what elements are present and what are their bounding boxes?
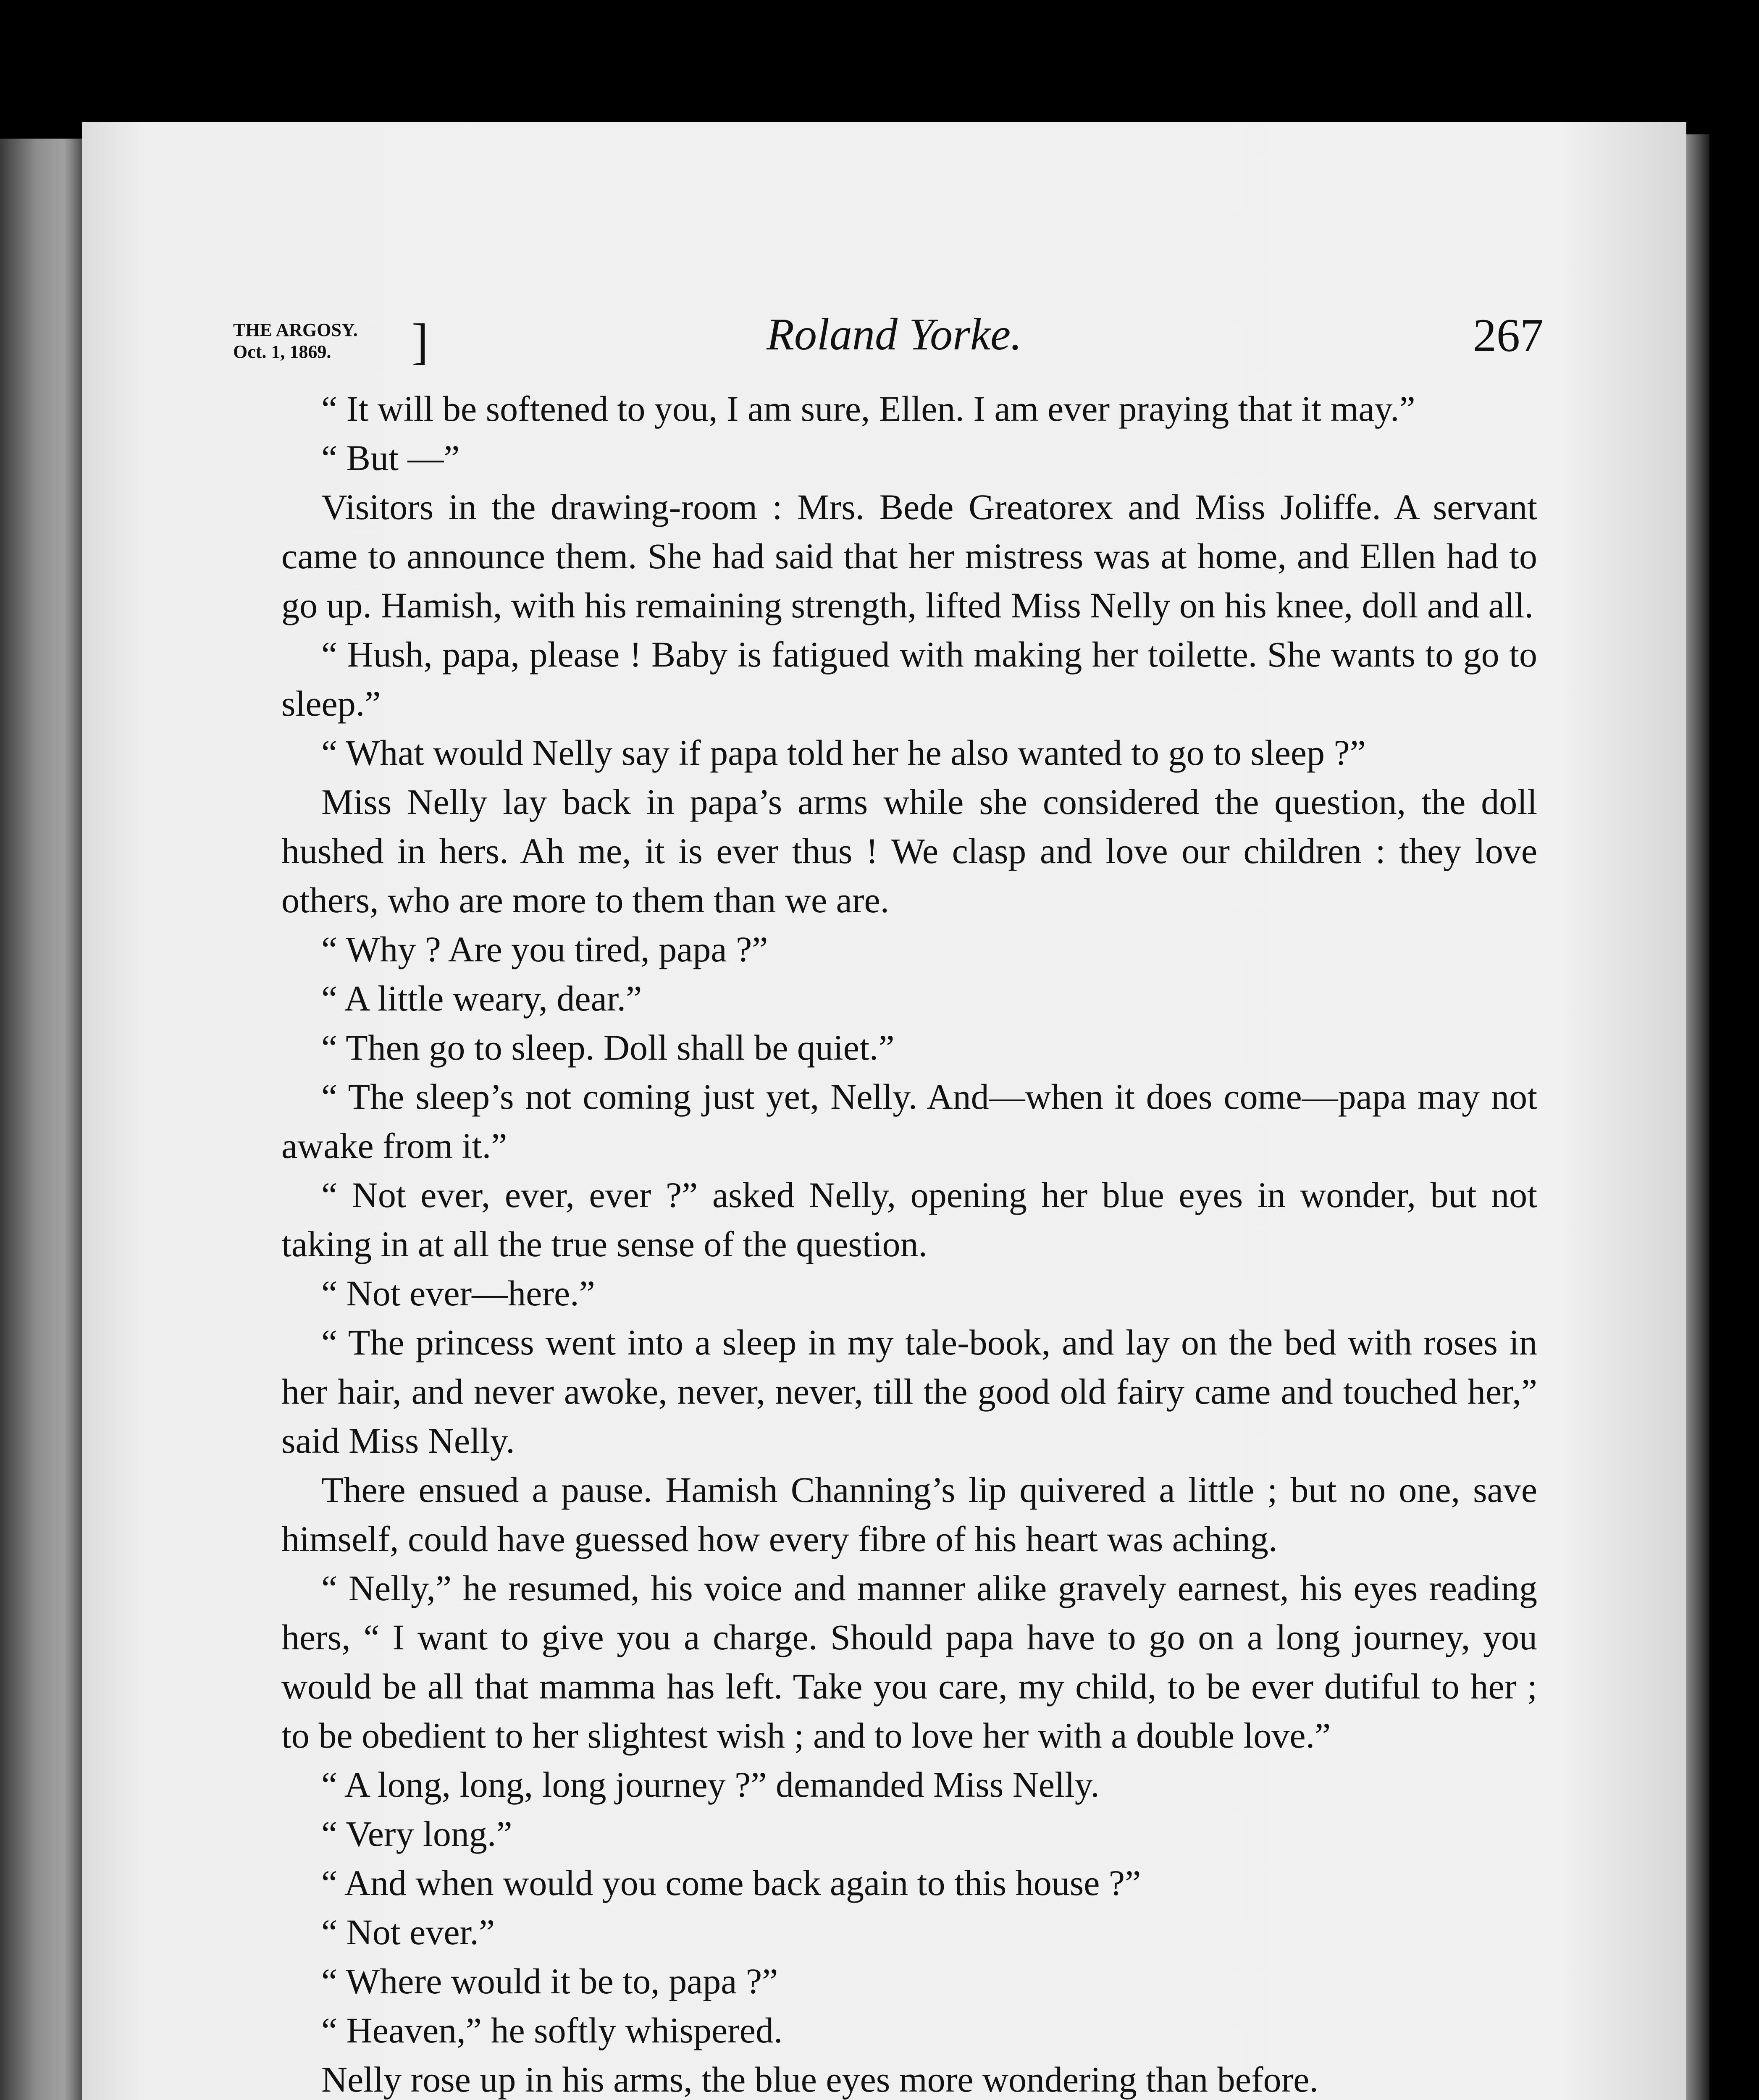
- paragraph: Miss Nelly lay back in papa’s arms while she considered the question, the doll hushed in hers. Ah me, it is ever thus ! We clasp and love our children : they love others, who are more to them than we are.: [281, 782, 1537, 920]
- paragraph: “ Heaven,” he softly whispered.: [321, 2010, 783, 2050]
- paragraph: “ Not ever.”: [321, 1912, 495, 1952]
- paragraph: “ What would Nelly say if papa told her he also wanted to go to sleep ?”: [321, 732, 1366, 773]
- paragraph: “ A long, long, long journey ?” demanded Miss Nelly.: [321, 1764, 1100, 1805]
- paragraph: “ Not ever, ever, ever ?” asked Nelly, opening her blue eyes in wonder, but not taking in at all the true sense of the question.: [281, 1175, 1537, 1264]
- paragraph: “ And when would you come back again to this house ?”: [321, 1863, 1141, 1903]
- magazine-reference: [233, 319, 370, 363]
- paragraph: “ But —”: [321, 438, 460, 478]
- story-text: [281, 384, 1537, 2100]
- page-number: 267: [1473, 310, 1544, 362]
- issue-date: Oct. 1, 1869.: [233, 341, 331, 362]
- paragraph: “ The sleep’s not coming just yet, Nelly. And—when it does come—papa may not awake from it.”: [281, 1076, 1537, 1166]
- paragraph: “ Where would it be to, papa ?”: [321, 1961, 778, 2001]
- page-edge-shadow: [1686, 134, 1709, 2100]
- reference-bracket: ]: [412, 313, 428, 369]
- paragraph: Visitors in the drawing-room : Mrs. Bede Greatorex and Miss Joliffe. A servant came to announce them. She had said that her mistress was at home, and Ellen had to go up. Hamish, with his remaining strength, lifted Miss Nelly on his knee, doll and all.: [281, 487, 1537, 625]
- previous-page-edge: [0, 139, 90, 2100]
- paragraph: “ A little weary, dear.”: [321, 978, 642, 1018]
- paragraph: There ensued a pause. Hamish Channing’s lip quivered a little ; but no one, save himself, could have guessed how every fibre of his heart was aching.: [281, 1470, 1537, 1559]
- paragraph: “ Nelly,” he resumed, his voice and manner alike gravely earnest, his eyes reading hers, “ I want to give you a charge. Should papa have to go on a long journey, you would be all that mamma has left. Take you care, my child, to be ever dutiful to her ; to be obedient to her slightest wish ; and to love her with a double love.”: [281, 1568, 1537, 1756]
- paragraph: Nelly rose up in his arms, the blue eyes more wondering than before.: [321, 2059, 1318, 2100]
- running-title: Roland Yorke.: [767, 310, 1022, 360]
- paragraph: “ Hush, papa, please ! Baby is fatigued with making her toilette. She wants to go to sleep.”: [281, 634, 1537, 724]
- magazine-name: THE ARGOSY.: [233, 320, 358, 340]
- paragraph: “ Why ? Are you tired, papa ?”: [321, 929, 768, 969]
- page-header: [233, 309, 1544, 372]
- paragraph: “ Not ever—here.”: [321, 1273, 595, 1313]
- paragraph: “ The princess went into a sleep in my tale-book, and lay on the bed with roses in her hair, and never awoke, never, never, till the good old fairy came and touched her,” said Miss Nelly.: [281, 1322, 1537, 1461]
- paragraph: “ It will be softened to you, I am sure, Ellen. I am ever praying that it may.”: [321, 388, 1415, 429]
- paragraph: “ Then go to sleep. Doll shall be quiet.”: [321, 1027, 895, 1068]
- paragraph: “ Very long.”: [321, 1814, 512, 1854]
